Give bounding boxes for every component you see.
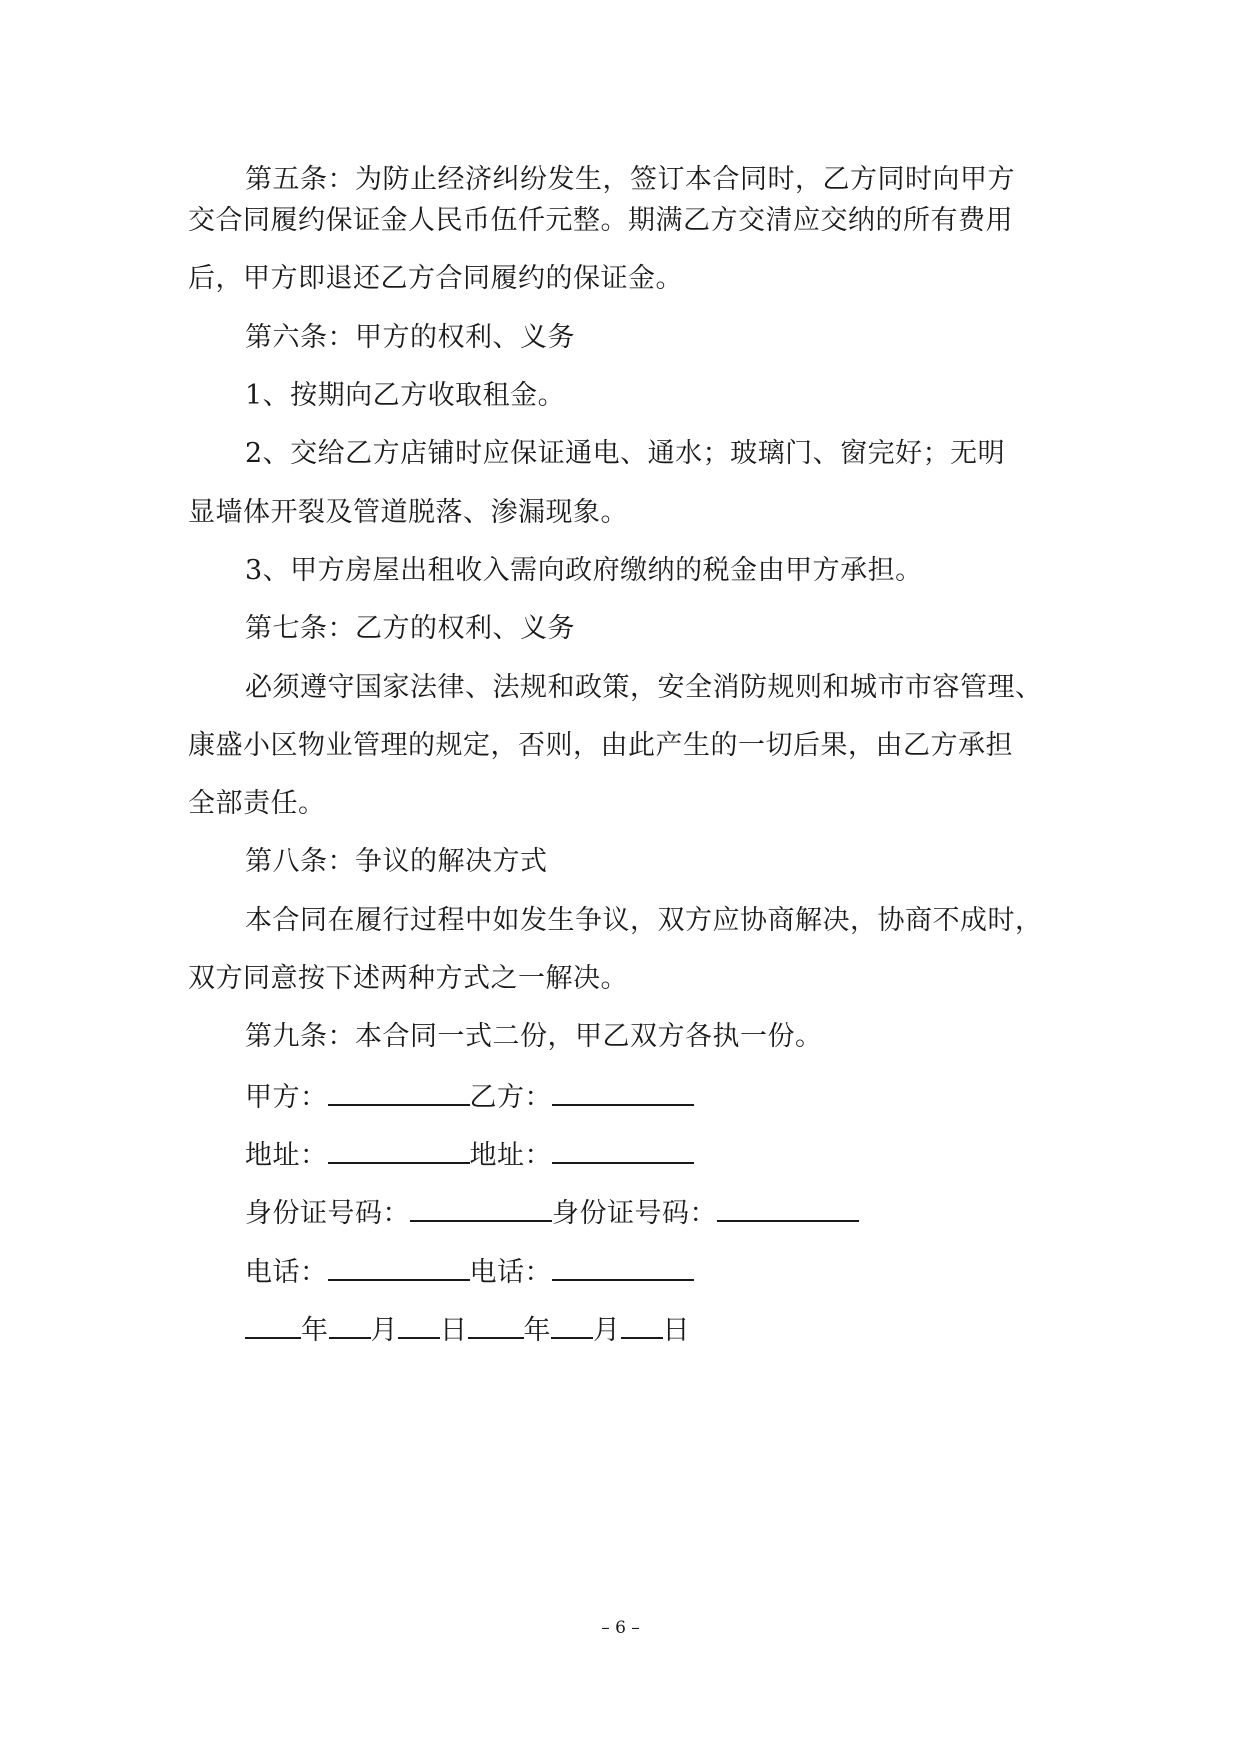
list-item: 1、按期向乙方收取租金。 <box>245 380 566 411</box>
paragraph-line: 全部责任。 <box>188 788 326 819</box>
month-a-label: 月 <box>370 1315 398 1346</box>
signature-phone-row <box>245 1253 694 1291</box>
month-b-label: 月 <box>593 1315 621 1346</box>
section-heading: 第八条：争议的解决方式 <box>245 846 548 877</box>
paragraph-line: 康盛小区物业管理的规定，否则，由此产生的一切后果，由乙方承担 <box>188 730 1013 761</box>
section-heading: 第九条：本合同一式二份，甲乙双方各执一份。 <box>245 1021 823 1052</box>
paragraph-line: 后，甲方即退还乙方合同履约的保证金。 <box>188 263 683 294</box>
signature-id-row <box>245 1194 859 1232</box>
party-a-label: 甲方： <box>245 1082 328 1113</box>
signature-party-row <box>245 1078 694 1116</box>
phone-b-label: 电话： <box>469 1257 552 1288</box>
list-item: 3、甲方房屋出租收入需向政府缴纳的税金由甲方承担。 <box>245 555 923 586</box>
day-b-label: 日 <box>662 1315 690 1346</box>
id-a-blank[interactable] <box>410 1194 552 1222</box>
signature-address-row <box>245 1136 694 1174</box>
day-b-blank[interactable] <box>621 1311 663 1339</box>
party-b-blank[interactable] <box>552 1078 694 1106</box>
phone-a-label: 电话： <box>245 1257 328 1288</box>
phone-b-blank[interactable] <box>552 1253 694 1281</box>
id-b-blank[interactable] <box>717 1194 859 1222</box>
address-b-label: 地址： <box>469 1140 552 1171</box>
paragraph-line: 第五条：为防止经济纠纷发生，签订本合同时，乙方同时向甲方 <box>245 164 1015 195</box>
year-b-blank[interactable] <box>468 1311 524 1339</box>
paragraph-line: 双方同意按下述两种方式之一解决。 <box>188 963 628 994</box>
address-a-label: 地址： <box>245 1140 328 1171</box>
paragraph-line: 交合同履约保证金人民币伍仟元整。期满乙方交清应交纳的所有费用 <box>188 205 1013 236</box>
id-a-label: 身份证号码： <box>245 1198 410 1229</box>
paragraph-line: 必须遵守国家法律、法规和政策，安全消防规则和城市市容管理、 <box>245 672 1043 703</box>
party-b-label: 乙方： <box>469 1082 552 1113</box>
section-heading: 第七条：乙方的权利、义务 <box>245 613 575 644</box>
paragraph-line: 显墙体开裂及管道脱落、渗漏现象。 <box>188 497 628 528</box>
address-b-blank[interactable] <box>552 1136 694 1164</box>
section-heading: 第六条：甲方的权利、义务 <box>245 322 575 353</box>
phone-a-blank[interactable] <box>328 1253 470 1281</box>
year-a-blank[interactable] <box>245 1311 301 1339</box>
signature-date-row <box>245 1311 690 1349</box>
day-a-blank[interactable] <box>398 1311 440 1339</box>
page-number: – 6 – <box>601 1618 640 1638</box>
year-a-label: 年 <box>301 1315 329 1346</box>
list-item: 2、交给乙方店铺时应保证通电、通水；玻璃门、窗完好；无明 <box>245 438 1006 469</box>
day-a-label: 日 <box>440 1315 468 1346</box>
address-a-blank[interactable] <box>328 1136 470 1164</box>
paragraph-line: 本合同在履行过程中如发生争议，双方应协商解决，协商不成时， <box>245 905 1043 936</box>
id-b-label: 身份证号码： <box>552 1198 717 1229</box>
party-a-blank[interactable] <box>328 1078 470 1106</box>
year-b-label: 年 <box>523 1315 551 1346</box>
month-a-blank[interactable] <box>329 1311 371 1339</box>
month-b-blank[interactable] <box>551 1311 593 1339</box>
